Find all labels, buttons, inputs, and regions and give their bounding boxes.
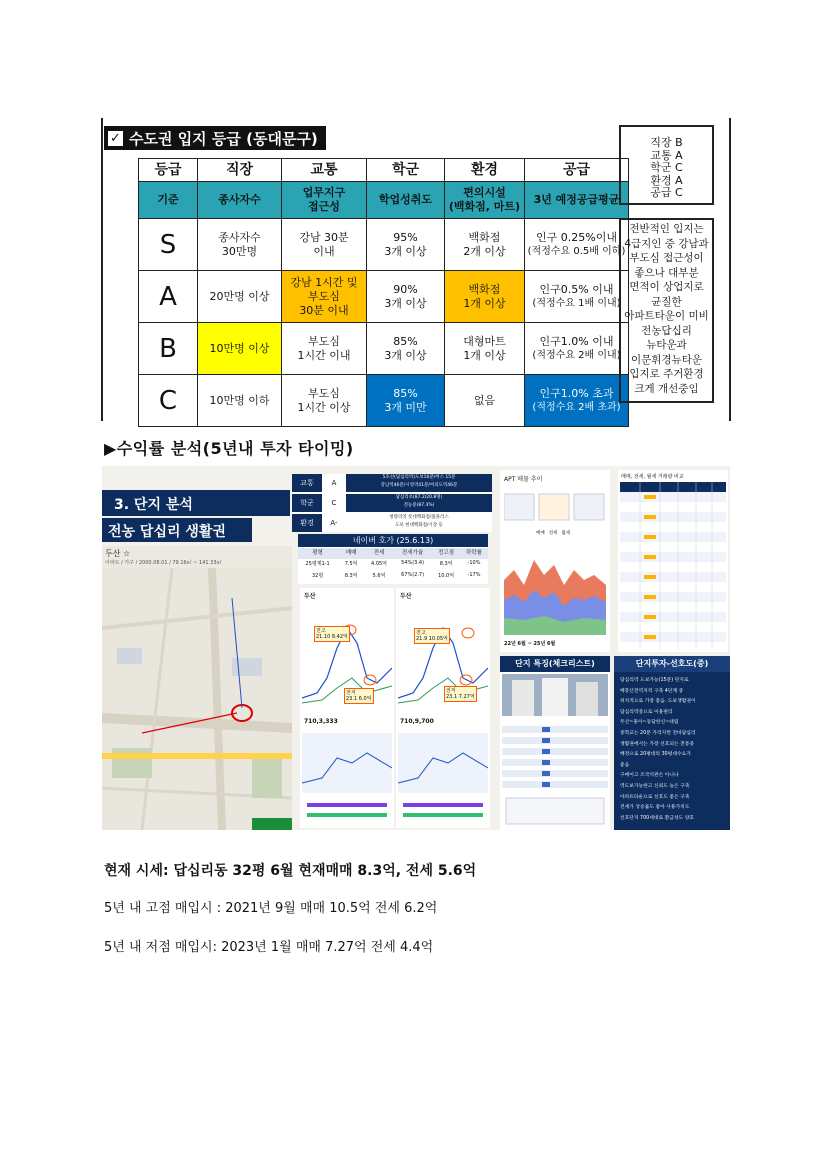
job-cell: 10만명 이하 [198, 375, 282, 427]
invest-text [620, 676, 728, 824]
grade-row-b [139, 323, 629, 375]
supply-cell [525, 219, 629, 271]
naver-header: 평형 [312, 550, 323, 556]
criteria-cell: 학업성취도 [367, 182, 445, 219]
job-cell: 20만명 이상 [198, 271, 282, 323]
naver-cell: 67%(2.7) [401, 572, 425, 578]
naver-cell: 8.3억 [344, 573, 358, 579]
env-cell: 백화점 2개 이상 [445, 219, 525, 271]
header-cell: 환경 [445, 159, 525, 182]
supply-main: 인구0.5% 이내 [539, 282, 614, 296]
apt-trend-title: APT 매물 추이 [504, 476, 543, 483]
section-border-right [729, 118, 731, 421]
map-info: 아파트 / 가구 / 2000.08.01 / 79.16㎡ ~ 141.33㎡ [105, 560, 222, 566]
trade-volume-grid [620, 482, 726, 650]
supply-main: 인구1.0% 이내 [539, 334, 614, 348]
naver-cell: -10% [467, 560, 481, 566]
env-cell: 대형마트 1개 이상 [445, 323, 525, 375]
invest-line: 아파트타운으로 선호도 좋은 구축 [620, 794, 690, 800]
naver-cell: 5.6억 [372, 573, 386, 579]
map-drawing [102, 568, 292, 830]
header-cell: 학군 [367, 159, 445, 182]
summary-line: 직장 B [650, 136, 683, 149]
grade-cell: A [139, 271, 198, 323]
chart-right-price: 710,9,700 [400, 718, 434, 725]
chart-left-title: 두산 [304, 593, 316, 600]
invest-line: 답십리역 도보가능(15분) 단지로 [620, 678, 689, 683]
school-cell: 90% 3개 이상 [367, 271, 445, 323]
info-grade: A [331, 479, 337, 487]
info-text: 5호선(답십리역)도보16분/버스 15분 강남역46분/시청역41분/여의도역46분 [346, 474, 492, 492]
chart-left-low: 전저 23.1 6.0억 [346, 690, 372, 702]
checklist-title: 단지 특징(체크리스트) [500, 656, 610, 672]
naver-header: 전세 [373, 550, 385, 556]
criteria-cell: 업무지구 접근성 [282, 182, 367, 219]
apt-trend-panel [500, 470, 610, 652]
grade-cell: S [139, 219, 198, 271]
naver-cell: 4.05억 [371, 561, 388, 567]
description-line: 아파트타운이 미비 [624, 310, 709, 322]
naver-cell: 8.3억 [439, 561, 453, 567]
invest-line: 구매이고 조국석관은 아니나 [620, 773, 679, 779]
grade-table-header [139, 159, 629, 182]
description-line: 전반적인 입지는 [629, 223, 704, 235]
info-text: 청량리역 롯데백화점/홈플러스 도보 현대백화점/시장 등 [389, 515, 449, 528]
map-caption: 두산 ☆ [105, 549, 131, 558]
info-rows-box [292, 474, 492, 532]
school-cell: 85% 3개 이상 [367, 323, 445, 375]
invest-line: 좋음 [620, 762, 630, 768]
invest-line: 두산~홍아~동답한신~대림 [620, 720, 679, 726]
invest-line: 답십리역중으로 이용편리 [620, 709, 673, 715]
invest-line: 전세가 상승률도 좋아 사용가치도 [620, 805, 690, 811]
description-line: 균질한 [651, 295, 682, 308]
description-line: 부도심 접근성이 [629, 252, 704, 264]
naver-header: 전고점 [438, 550, 455, 556]
naver-row [298, 560, 488, 571]
naver-cell: 32평 [311, 573, 324, 579]
invest-line: 선호단지 700세대로 환금성도 양호 [620, 815, 694, 821]
legend-item: 월세 [561, 531, 571, 536]
description-line: 뉴타운과 [646, 339, 687, 351]
invest-line: 생활권에서는 가장 선호되는 전통중 [620, 741, 695, 747]
grade-row-s [139, 219, 629, 271]
school-cell: 85% 3개 미만 [367, 375, 445, 427]
invest-line: 위치적으로 가장 좋음. 도보생활권이 [620, 699, 696, 705]
legend-item: 매매 [536, 531, 545, 536]
trend-legend [536, 530, 570, 536]
grade-table [138, 158, 629, 427]
legend-item: 전세 [548, 531, 558, 536]
job-cell: 종사자수 30만명 [198, 219, 282, 271]
supply-sub: (적정수요 0.5배 이하) [527, 245, 626, 257]
summary-line: 교통 A [650, 148, 683, 162]
naver-cell: -17% [467, 572, 481, 578]
summary-line: 공급 C [650, 186, 683, 199]
transport-cell: 강남 30분 이내 [282, 219, 367, 271]
header-cell: 공급 [525, 159, 629, 182]
env-cell: 없음 [445, 375, 525, 427]
section-border-left [101, 118, 103, 421]
trade-volume-title: 매매, 전세, 월세 거래량 비교 [621, 474, 684, 480]
price-chart-left [300, 588, 394, 828]
criteria-cell: 종사자수 [198, 182, 282, 219]
peak-purchase-line: 5년 내 고점 매입시 : 2021년 9월 매매 10.5억 전세 6.2억 [104, 901, 438, 916]
supply-sub: (적정수요 1배 이내) [532, 297, 621, 309]
description-line: 전농답십리 [641, 324, 692, 337]
location-map [102, 546, 292, 830]
section1-title [104, 126, 326, 150]
description-box [619, 218, 714, 403]
analysis-collage [102, 466, 730, 830]
trade-volume-table [618, 470, 728, 652]
supply-main: 인구 0.25%이내 [536, 230, 617, 244]
description-line: 이문휘경뉴타운 [630, 353, 702, 366]
grade-row-a [139, 271, 629, 323]
collage-heading-bar [102, 490, 290, 516]
description-line: 4급지인 중 강남과 [624, 237, 709, 250]
apt-trend-svg [504, 540, 606, 635]
invest-line: 중학교는 20분 가리지면 전바답십리 [620, 730, 696, 736]
transport-cell: 부도심 1시간 이상 [282, 375, 367, 427]
naver-cell: 54%(3.4) [401, 560, 425, 566]
header-cell: 직장 [198, 159, 282, 182]
info-label: 교통 [292, 474, 322, 492]
section2-title: ▶수익률 분석(5년내 투자 타이밍) [104, 439, 354, 458]
info-grade: C [331, 499, 337, 507]
supply-cell [525, 323, 629, 375]
naver-header-row [298, 548, 488, 559]
chart-right-low: 전저 23.1 7.27억 [446, 688, 475, 700]
transport-cell: 강남 1시간 및 부도심 30분 이내 [282, 271, 367, 323]
chart-left-lower-svg [302, 733, 392, 823]
invest-line: 배정으로 20평대의 30평대수요가 [620, 752, 691, 758]
chart-left-peak: 전고 21.10 8.42억 [316, 628, 348, 640]
criteria-cell: 편의시설 (백화점, 마트) [445, 182, 525, 219]
checklist-image [502, 674, 608, 828]
naver-cell: 7.5억 [344, 561, 358, 567]
naver-price-box [298, 534, 488, 584]
chart-left-price: 710,3,333 [304, 718, 338, 725]
naver-header: 전세가율 [401, 550, 424, 556]
transport-cell: 부도심 1시간 이내 [282, 323, 367, 375]
checklist-panel [500, 656, 610, 830]
naver-cell: 10.0억 [438, 573, 455, 579]
naver-cell: 25평계1-1 [305, 561, 330, 567]
grade-summary-box [619, 125, 714, 205]
supply-cell [525, 271, 629, 323]
summary-line: 환경 A [650, 173, 683, 187]
job-cell: 10만명 이상 [198, 323, 282, 375]
grade-cell: B [139, 323, 198, 375]
invest-line: 역도보가능한고 신뢰도 높은 구축 [620, 783, 690, 789]
supply-main: 인구1.0% 초과 [539, 386, 614, 400]
invest-title: 단지투자-선호도(중) [614, 656, 730, 672]
supply-cell [525, 375, 629, 427]
description-line: 면적이 상업지로 [629, 281, 704, 293]
low-purchase-line: 5년 내 저점 매입시: 2023년 1월 매매 7.27억 전세 4.4억 [104, 940, 434, 955]
header-cell: 등급 [139, 159, 198, 182]
apt-trend-boxes [504, 490, 606, 526]
info-text: 답십리초(87.2/20.8명) 전농중(87.3%) [346, 494, 492, 512]
invest-panel [614, 656, 730, 830]
chart-right-title: 두산 [400, 593, 412, 600]
supply-sub: (적정수요 2배 이내) [532, 349, 621, 361]
description-line: 입지로 주거환경 [629, 368, 704, 380]
info-label: 학군 [292, 494, 322, 512]
grade-cell: C [139, 375, 198, 427]
invest-line: 배봉산전역지적 구축 4단계 중 [620, 688, 684, 694]
collage-subheading: 전농 답십리 생활권 [108, 524, 226, 540]
school-cell: 95% 3개 이상 [367, 219, 445, 271]
trend-caption: 22년 6월 ~ 25년 6월 [504, 641, 556, 647]
description-line: 좋으나 대부분 [634, 266, 699, 279]
current-price-line: 현재 시세: 답십리동 32평 6월 현재매매 8.3억, 전세 5.6억 [104, 863, 477, 879]
criteria-cell: 기준 [139, 182, 198, 219]
naver-row [298, 572, 488, 583]
naver-title: 네이버 호가 (25.6.13) [298, 534, 488, 547]
info-label: 환경 [292, 514, 322, 532]
collage-heading: 3. 단지 분석 [114, 497, 193, 513]
header-cell: 교통 [282, 159, 367, 182]
criteria-cell: 3년 예정공급평균 [525, 182, 629, 219]
chart-right-lower-svg [398, 733, 488, 823]
description-line: 크게 개선중임 [634, 382, 699, 395]
section1-title-text: 수도권 입지 등급 (동대문구) [129, 129, 318, 148]
summary-line: 학군 C [650, 161, 683, 174]
checkbox-icon: ✓ [108, 131, 123, 146]
grade-row-c [139, 375, 629, 427]
env-cell: 백화점 1개 이상 [445, 271, 525, 323]
naver-header: 하락률 [466, 550, 482, 556]
info-grade: A- [330, 519, 338, 527]
collage-subheading-bar [102, 518, 252, 542]
price-chart-right [396, 588, 490, 828]
criteria-row [139, 182, 629, 219]
chart-right-peak: 전고 21.9 10.05억 [416, 630, 448, 642]
naver-header: 매매 [345, 550, 357, 556]
supply-sub: (적정수요 2배 초과) [532, 401, 621, 413]
